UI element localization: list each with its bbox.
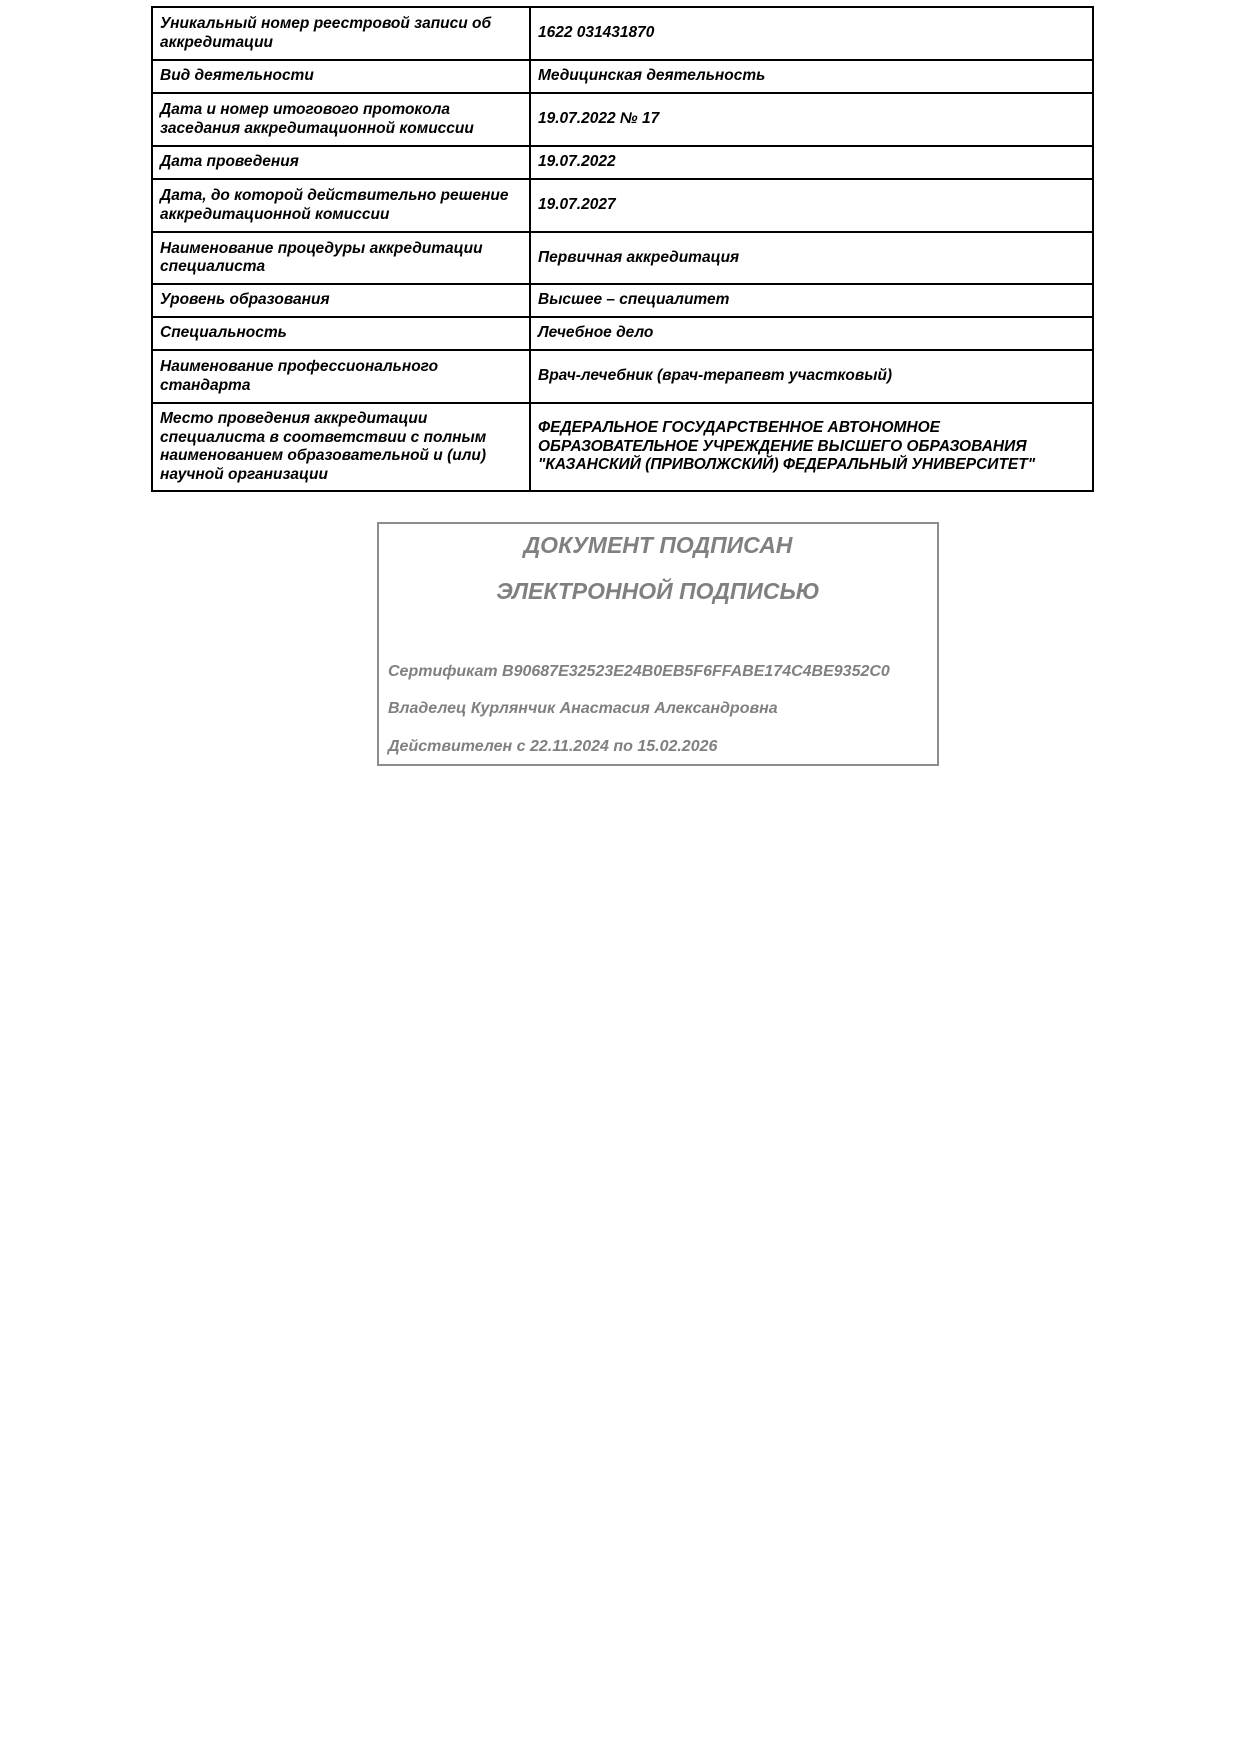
accreditation-record-table xyxy=(151,6,1094,492)
row-value: Высшее – специалитет xyxy=(530,284,1093,317)
row-value: Медицинская деятельность xyxy=(530,60,1093,93)
stamp-certificate: Сертификат B90687E32523E24B0EB5F6FFABE174C4BE9352C0 xyxy=(388,663,890,680)
table-row xyxy=(152,317,1093,350)
row-label: Уровень образования xyxy=(152,284,530,317)
stamp-title-line1: ДОКУМЕНТ ПОДПИСАН xyxy=(523,532,793,558)
table-row xyxy=(152,284,1093,317)
row-label: Наименование процедуры аккредитации специалиста xyxy=(152,232,530,284)
row-value: 19.07.2022 xyxy=(530,146,1093,179)
table-row xyxy=(152,403,1093,491)
row-label: Место проведения аккредитации специалиста в соответствии с полным наименованием образовательной и (или) научной организации xyxy=(152,403,530,491)
row-value: Лечебное дело xyxy=(530,317,1093,350)
row-label: Уникальный номер реестровой записи об аккредитации xyxy=(152,7,530,60)
row-label: Дата и номер итогового протокола заседания аккредитационной комиссии xyxy=(152,93,530,146)
electronic-signature-stamp xyxy=(377,522,939,766)
row-label: Наименование профессионального стандарта xyxy=(152,350,530,403)
table-row xyxy=(152,7,1093,60)
table-row xyxy=(152,350,1093,403)
row-label: Дата проведения xyxy=(152,146,530,179)
row-value: ФЕДЕРАЛЬНОЕ ГОСУДАРСТВЕННОЕ АВТОНОМНОЕ ОБРАЗОВАТЕЛЬНОЕ УЧРЕЖДЕНИЕ ВЫСШЕГО ОБРАЗОВАНИЯ "КАЗАНСКИЙ (ПРИВОЛЖСКИЙ) ФЕДЕРАЛЬНЫЙ УНИВЕРСИТЕТ" xyxy=(530,403,1093,491)
row-value: 19.07.2022 № 17 xyxy=(530,93,1093,146)
row-value: 19.07.2027 xyxy=(530,179,1093,232)
table-row xyxy=(152,232,1093,284)
row-label: Вид деятельности xyxy=(152,60,530,93)
table-row xyxy=(152,146,1093,179)
table-row xyxy=(152,60,1093,93)
row-value: 1622 031431870 xyxy=(530,7,1093,60)
stamp-owner: Владелец Курлянчик Анастасия Александровна xyxy=(388,700,778,717)
table-row xyxy=(152,179,1093,232)
stamp-validity: Действителен с 22.11.2024 по 15.02.2026 xyxy=(388,738,718,755)
stamp-title-line2: ЭЛЕКТРОННОЙ ПОДПИСЬЮ xyxy=(496,578,820,604)
row-label: Дата, до которой действительно решение аккредитационной комиссии xyxy=(152,179,530,232)
row-value: Первичная аккредитация xyxy=(530,232,1093,284)
table-row xyxy=(152,93,1093,146)
row-label: Специальность xyxy=(152,317,530,350)
row-value: Врач-лечебник (врач-терапевт участковый) xyxy=(530,350,1093,403)
